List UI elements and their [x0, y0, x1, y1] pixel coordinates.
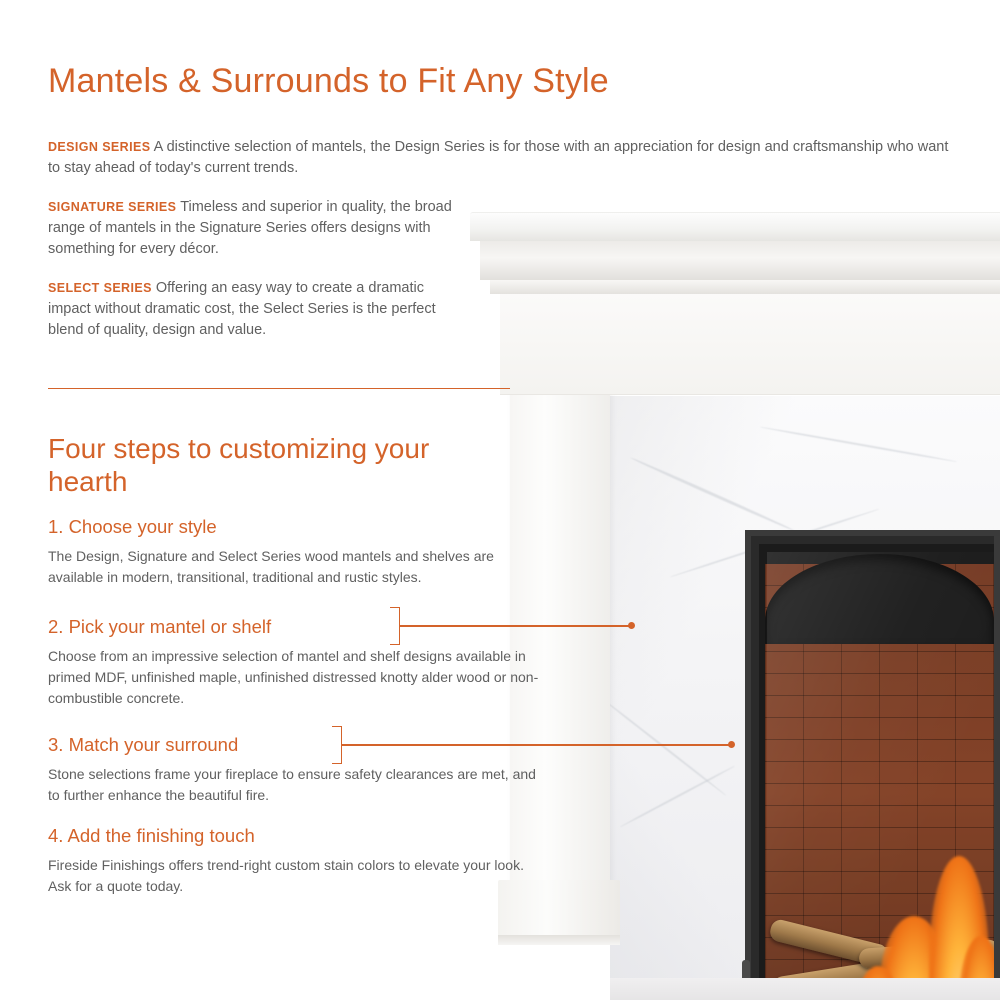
signature-series-label: SIGNATURE SERIES: [48, 199, 177, 214]
callout-line: [400, 625, 632, 627]
step-2-title: 2. Pick your mantel or shelf: [48, 616, 272, 637]
step-4: [48, 825, 548, 897]
fireplace-photo: [470, 200, 1000, 1000]
step-4-body: Fireside Finishings offers trend-right custom stain colors to elevate your look. Ask for a quote today.: [48, 857, 524, 894]
step-3-body: Stone selections frame your fireplace to ensure safety clearances are met, and to further enhance the beautiful fire.: [48, 766, 536, 803]
section-title: Four steps to customizing your hearth: [48, 433, 430, 497]
callout-line: [342, 744, 732, 746]
firebox-interior: [759, 544, 994, 1000]
design-series-label: DESIGN SERIES: [48, 139, 151, 154]
mantel-frieze: [500, 294, 1000, 395]
step-2: [48, 616, 548, 709]
intro-paragraph-design-series: [48, 137, 960, 179]
select-series-label: SELECT SERIES: [48, 280, 152, 295]
mantel-plinth-shadow: [498, 935, 620, 945]
page-title: Mantels & Surrounds to Fit Any Style: [48, 62, 609, 100]
callout-endpoint-dot: [628, 622, 635, 629]
section-divider: [48, 388, 510, 389]
step-3-title: 3. Match your surround: [48, 734, 239, 755]
step-1-body: The Design, Signature and Select Series wood mantels and shelves are available in modern, transitional, traditional and rustic styles.: [48, 548, 494, 585]
mantel-shelf-lip: [490, 280, 1000, 294]
firebox: [745, 530, 1000, 1000]
callout-bracket: [390, 607, 400, 645]
design-series-text: A distinctive selection of mantels, the Design Series is for those with an appreciation for design and craftsmanship who want to stay ahead of today's current trends.: [48, 138, 949, 176]
step-2-body: Choose from an impressive selection of mantel and shelf designs available in primed MDF, unfinished maple, unfinished distressed knotty alder wood or non-combustible concrete.: [48, 648, 539, 706]
callout-bracket: [332, 726, 342, 764]
step-1: [48, 516, 548, 588]
mantel-shelf-top: [470, 212, 1000, 241]
mantel-shelf-cove: [480, 240, 1000, 280]
intro-paragraph-select-series: [48, 278, 448, 341]
select-series-text: Offering an easy way to create a dramatic impact without dramatic cost, the Select Series is the perfect blend of quality, design and value.: [48, 279, 436, 338]
intro-paragraph-signature-series: [48, 197, 468, 260]
step-4-title: 4. Add the finishing touch: [48, 825, 255, 846]
step-1-title: 1. Choose your style: [48, 516, 217, 537]
signature-series-text: Timeless and superior in quality, the broad range of mantels in the Signature Series offers designs with something for every décor.: [48, 198, 452, 257]
hearth-base: [610, 978, 1000, 1000]
callout-endpoint-dot: [728, 741, 735, 748]
